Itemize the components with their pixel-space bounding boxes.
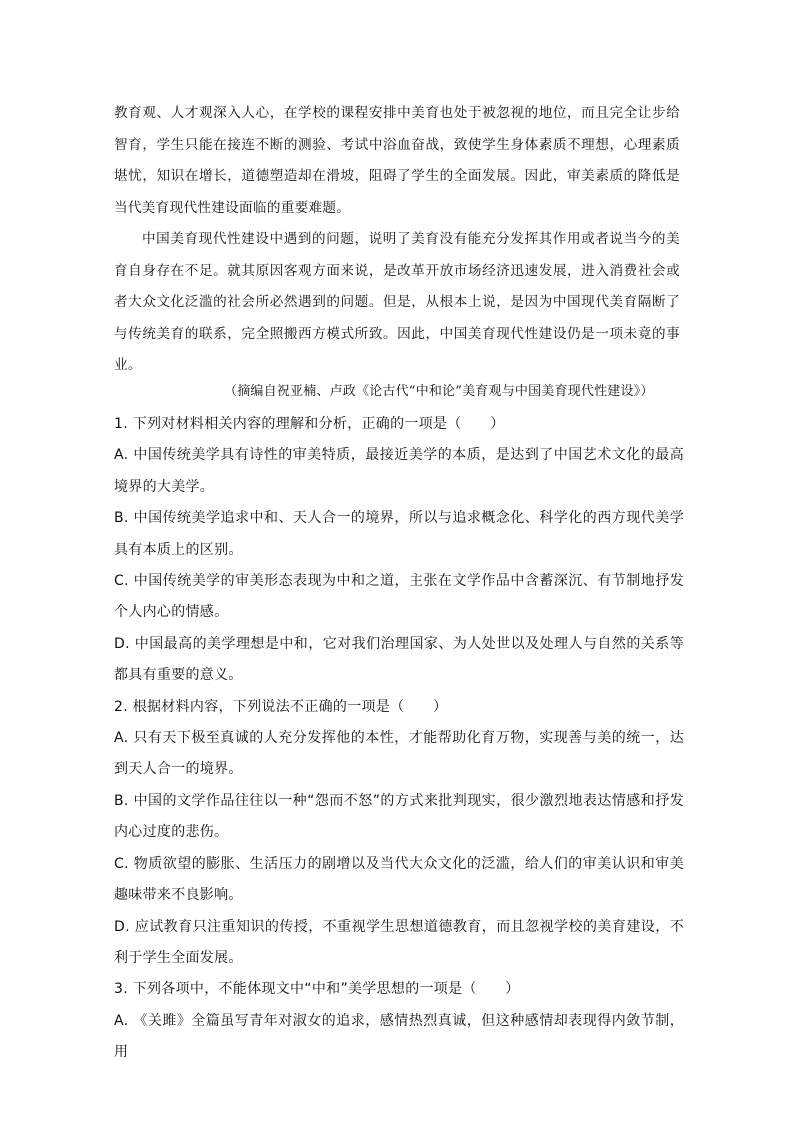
- question-2-option-a[interactable]: A. 只有天下极至真诚的人充分发挥他的本性，才能帮助化育万物，实现善与美的统一，达到天人合一的境界。: [114, 730, 684, 778]
- question-2-option-d[interactable]: D. 应试教育只注重知识的传授，不重视学生思想道德教育，而且忽视学校的美育建设，不利于学生全面发展。: [114, 918, 684, 966]
- question-3-option-a[interactable]: A. 《关雎》全篇虽写青年对淑女的追求，感情热烈真诚，但这种感情却表现得内敛节制，用: [114, 1012, 684, 1061]
- passage-paragraph-2: 中国美育现代性建设中遇到的问题，说明了美育没有能充分发挥其作用或者说当今的美育自身存在不足。就其原因客观方面来说，是改革开放市场经济迅速发展，进入消费社会或者大众文化泛滥的社会所必然遇到的问题。但是，从根本上说，是因为中国现代美育隔断了与传统美育的联系，完全照搬西方模式所致。因此，中国美育现代性建设仍是一项未竟的事业。: [114, 231, 680, 373]
- reading-passage: [114, 98, 680, 382]
- passage-paragraph-1: 教育观、人才观深入人心，在学校的课程安排中美育也处于被忽视的地位，而且完全让步给智育，学生只能在接连不断的测验、考试中浴血奋战，致使学生身体素质不理想，心理素质堪忧，知识在增长，道德塑造却在滑坡，阻碍了学生的全面发展。因此，审美素质的降低是当代美育现代性建设面临的重要难题。: [114, 105, 680, 216]
- passage-source-citation: （摘编自祝亚楠、卢政《论古代“中和论”美育观与中国美育现代性建设》）: [224, 384, 654, 399]
- question-2-option-b[interactable]: B. 中国的文学作品往往以一种“怨而不怒”的方式来批判现实，很少激烈地表达情感和抒发内心过度的悲伤。: [114, 792, 684, 841]
- question-2-option-c[interactable]: C. 物质欲望的膨胀、生活压力的剧增以及当代大众文化的泛滥，给人们的审美认识和审美趣味带来不良影响。: [114, 855, 684, 904]
- question-1-option-a[interactable]: A. 中国传统美学具有诗性的审美特质，最接近美学的本质，是达到了中国艺术文化的最高境界的大美学。: [114, 447, 684, 495]
- question-1-option-c[interactable]: C. 中国传统美学的审美形态表现为中和之道，主张在文学作品中含蓄深沉、有节制地抒发个人内心的情感。: [114, 573, 684, 621]
- question-list: [114, 409, 684, 1069]
- question-1: [114, 409, 684, 692]
- question-3-stem: 3. 下列各项中，不能体现文中“中和”美学思想的一项是（ ）: [114, 981, 520, 998]
- question-1-option-b[interactable]: B. 中国传统美学追求中和、天人合一的境界，所以与追求概念化、科学化的西方现代美学具有本质上的区别。: [114, 510, 684, 558]
- question-2: [114, 692, 684, 975]
- question-1-stem: 1. 下列对材料相关内容的理解和分析，正确的一项是（ ）: [114, 416, 505, 432]
- question-1-option-d[interactable]: D. 中国最高的美学理想是中和，它对我们治理国家、为人处世以及处理人与自然的关系等都具有重要的意义。: [114, 635, 684, 684]
- question-2-stem: 2. 根据材料内容，下列说法不正确的一项是（ ）: [114, 698, 448, 715]
- question-3: [114, 974, 684, 1068]
